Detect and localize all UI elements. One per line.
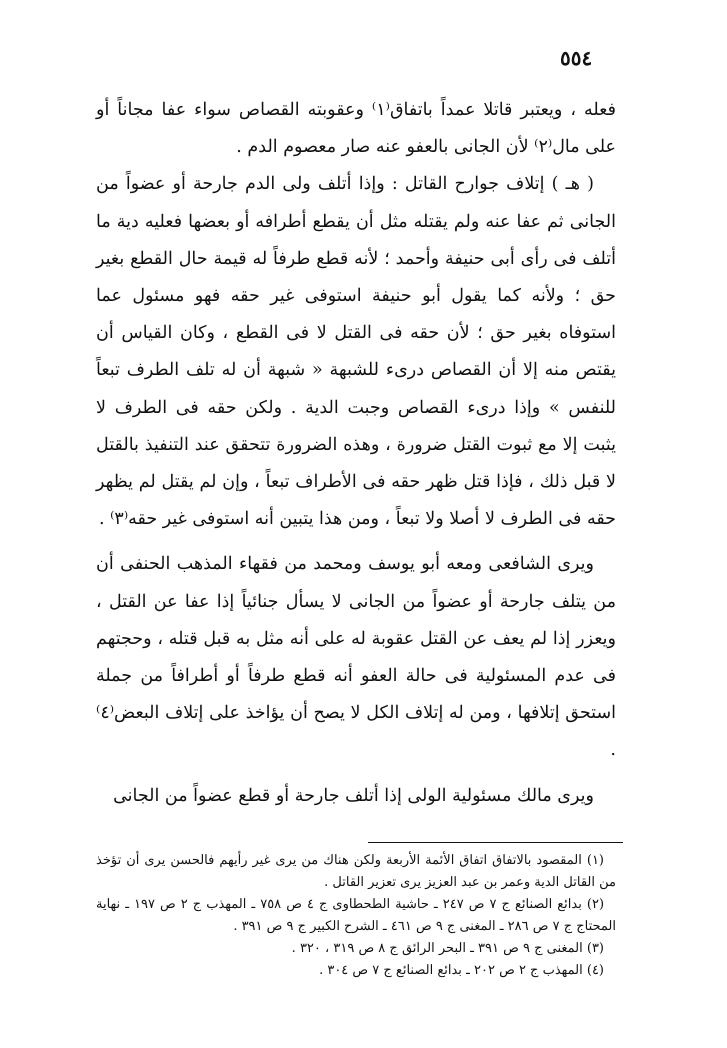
footnotes	[96, 850, 616, 982]
footnote-divider	[368, 842, 623, 843]
body-paragraph-3: ويرى الشافعى ومعه أبو يوسف ومحمد من فقهاء المذهب الحنفى أن من يتلف جارحة أو عضواً من الجانى لا يسأل جنائياً إذا عفا عن القتل ، ويعزر إذا لم يعف عن القتل عقوبة له على أنه مثل به قبل قتله ، وحجتهم فى عدم المسئولية فى حالة العفو أنه قطع طرفاً أو أطرافاً من جملة استحق إتلافها ، ومن له إتلاف الكل لا يصح أن يؤاخذ على إتلاف البعض⁽٤⁾ .	[96, 554, 616, 761]
footnote-2: (٢) بدائع الصنائع ج ٧ ص ٢٤٧ ـ حاشية الطحطاوى ج ٤ ص ٧٥٨ ـ المهذب ج ٢ ص ١٩٧ ـ نهاية المحتاج ج ٧ ص ٢٨٦ ـ المغنى ج ٩ ص ٤٦١ ـ الشرح الكبير ج ٩ ص ٣٩١ .	[96, 897, 616, 934]
footnote-3: (٣) المغنى ج ٩ ص ٣٩١ ـ البحر الرائق ج ٨ ص ٣١٩ ، ٣٢٠ .	[291, 941, 604, 956]
body-paragraph-4: ويرى مالك مسئولية الولى إذا أتلف جارحة أو قطع عضواً من الجانى	[113, 785, 594, 806]
page-number: ٥٥٤	[560, 46, 593, 70]
body-paragraph-2: ( هـ ) إتلاف جوارح القاتل : وإذا أتلف ولى الدم جارحة أو عضواً من الجانى ثم عفا عنه ولم يقتله مثل أن يقطع أطرافه أو بعضها فعليه دية ما أتلف فى رأى أبى حنيفة وأحمد ؛ لأنه قطع طرفاً له قيمة حال القطع بغير حق ؛ ولأنه كما يقول أبو حنيفة استوفى غير حقه فهو مسئول عما استوفاه بغير حق ؛ لأن حقه فى القتل لا فى القطع ، وكان القياس أن يقتص منه إلا أن القصاص درىء للشبهة « شبهة أن له تلف الطرف تبعاً للنفس » وإذا درىء القصاص وجبت الدية . ولكن حقه فى الطرف لا يثبت إلا مع ثبوت القتل ضرورة ، وهذه الضرورة تتحقق عند التنفيذ بالقتل لا قبل ذلك ، فإذا قتل ظهر حقه فى الأطراف تبعاً ، وإن لم يقتل لم يظهر حقه فى الطرف لا أصلا ولا تبعاً ، ومن هذا يتبين أنه استوفى غير حقه⁽٣⁾ .	[96, 174, 616, 530]
body-paragraph-1: فعله ، ويعتبر قاتلا عمداً باتفاق⁽١⁾ وعقوبته القصاص سواء عفا مجاناً أو على مال⁽٢⁾ لأن الجانى بالعفو عنه صار معصوم الدم .	[96, 100, 616, 158]
body-text	[96, 92, 616, 815]
footnote-1: (١) المقصود بالاتفاق اتفاق الأئمة الأربعة ولكن هناك من يرى غير رأيهم فالحسن يرى أن تؤخذ من القاتل الدية وعمر بن عبد العزيز يرى تعزير القاتل .	[96, 853, 616, 890]
footnote-4: (٤) المهذب ج ٢ ص ٢٠٢ ـ بدائع الصنائع ج ٧ ص ٣٠٤ .	[319, 963, 604, 978]
